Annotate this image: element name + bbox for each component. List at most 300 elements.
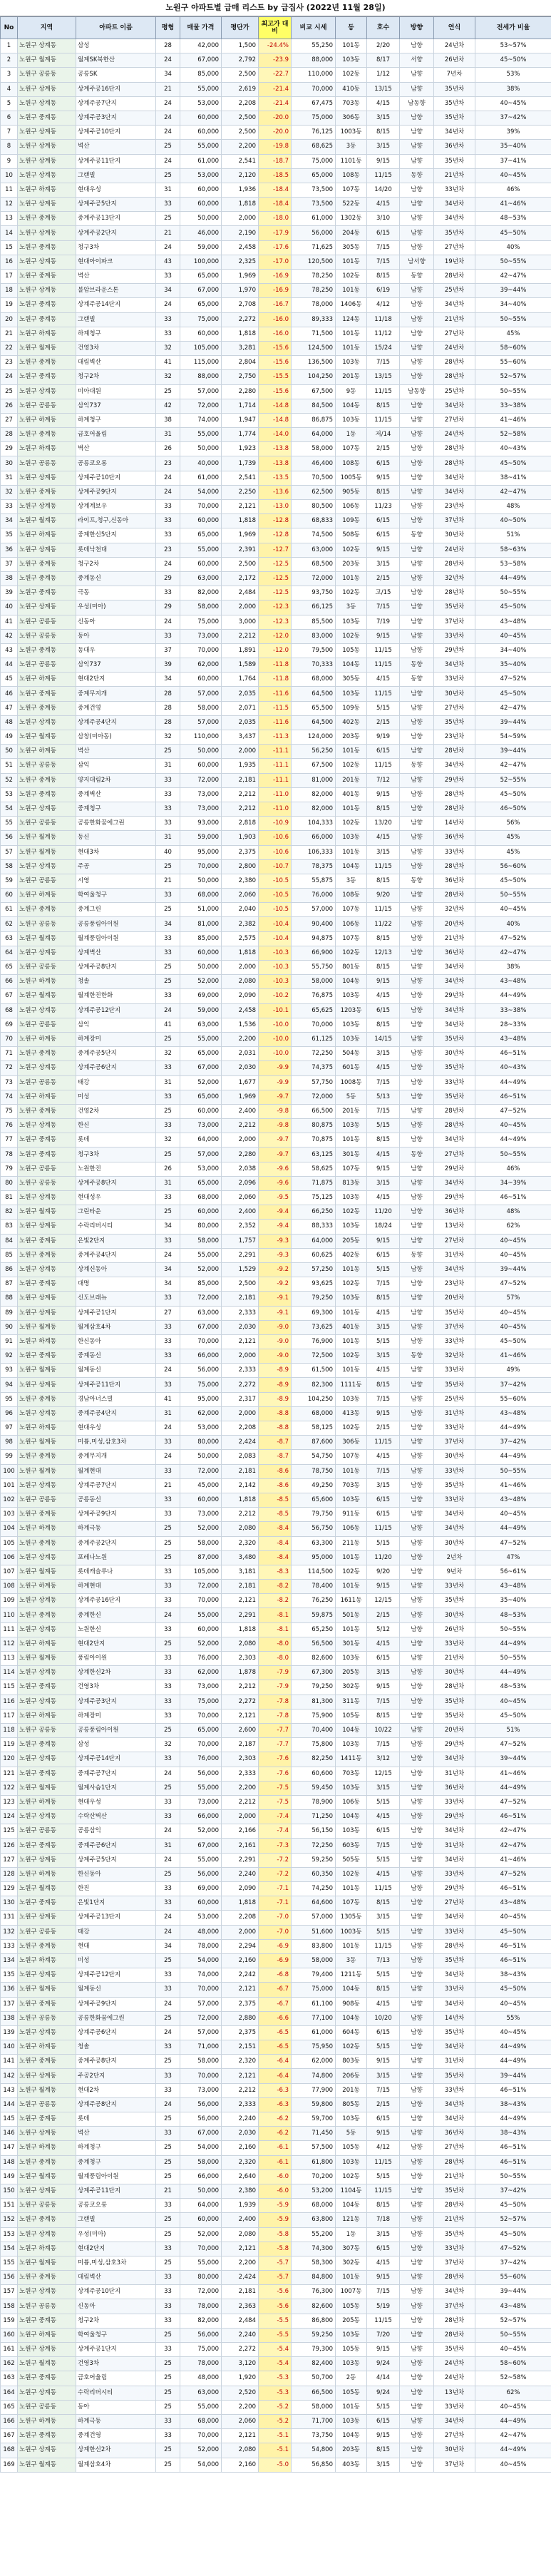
col-area-cell: 노원구 중계동 (18, 643, 76, 658)
col-apt-name-cell: 공릉풍림아이원 (76, 917, 156, 931)
col-market-cell: 66,900 (292, 946, 336, 960)
col-building-cell: 101동 (336, 845, 367, 859)
col-unit-price-cell: 2,161 (222, 1839, 259, 1853)
col-no-cell: 153 (1, 2227, 18, 2242)
col-drop-cell: -5.8 (259, 2227, 292, 2242)
col-market-cell: 69,300 (292, 1306, 336, 1320)
col-price-cell: 66,000 (180, 2169, 222, 2184)
table-row (1, 1882, 551, 1896)
col-no-cell: 159 (1, 2314, 18, 2328)
col-market-cell: 59,700 (292, 2112, 336, 2127)
col-market-cell: 63,125 (292, 1148, 336, 1162)
col-price-cell: 72,000 (180, 1580, 222, 1594)
col-building-cell: 103동 (336, 2414, 367, 2428)
col-drop-cell: -19.8 (259, 140, 292, 154)
col-area-cell: 노원구 중계동 (18, 903, 76, 917)
col-building-cell: 102동 (336, 1421, 367, 1436)
col-apt-name-cell: 상계주공6단지 (76, 1061, 156, 1075)
col-area-cell: 노원구 상계동 (18, 140, 76, 154)
col-jeonse-ratio-cell: 39~44% (475, 284, 551, 298)
col-apt-name-cell: 금호어울림 (76, 428, 156, 442)
col-pyeong-cell: 33 (156, 2069, 180, 2083)
col-no-cell: 117 (1, 1709, 18, 1723)
col-no-cell: 97 (1, 1421, 18, 1436)
table-row (1, 226, 551, 240)
col-floor-cell: 5/15 (367, 2400, 400, 2414)
table-row (1, 2458, 551, 2472)
col-area-cell: 노원구 상계동 (18, 284, 76, 298)
col-floor-cell: 11/15 (367, 2155, 400, 2169)
col-direction-cell: 남향 (400, 1709, 434, 1723)
col-jeonse-ratio-cell: 48~53% (475, 1608, 551, 1622)
col-no-cell: 84 (1, 1234, 18, 1248)
col-age-cell: 24년차 (434, 2357, 475, 2371)
col-direction-cell: 남향 (400, 2343, 434, 2357)
table-row (1, 2314, 551, 2328)
col-building-cell: 402동 (336, 715, 367, 730)
col-unit-price-cell: 2,333 (222, 1306, 259, 1320)
col-drop-cell: -7.5 (259, 1781, 292, 1795)
col-direction-cell: 남향 (400, 2169, 434, 2184)
col-apt-name-cell: 현대2단지 (76, 673, 156, 687)
col-area-cell: 노원구 중계동 (18, 586, 76, 600)
col-unit-price-cell: 2,181 (222, 773, 259, 787)
col-direction-cell: 남향 (400, 2227, 434, 2242)
col-drop-cell: -9.0 (259, 1320, 292, 1334)
col-no-cell: 5 (1, 96, 18, 111)
col-area-cell: 노원구 하계동 (18, 1637, 76, 1651)
col-drop-cell: -11.6 (259, 687, 292, 701)
col-area-cell: 노원구 하계동 (18, 2040, 76, 2055)
col-price-cell: 67,000 (180, 2127, 222, 2141)
col-pyeong-cell: 34 (156, 68, 180, 82)
col-floor-cell: 9/15 (367, 1162, 400, 1176)
col-pyeong-cell: 28 (156, 687, 180, 701)
col-floor-cell: 3/12 (367, 1752, 400, 1767)
col-unit-price-cell: 2,121 (222, 2242, 259, 2256)
col-building-cell: 305동 (336, 673, 367, 687)
col-drop-cell: -12.5 (259, 586, 292, 600)
col-building-cell: 203동 (336, 557, 367, 571)
col-drop-cell: -17.9 (259, 226, 292, 240)
col-no-cell: 62 (1, 917, 18, 931)
col-no-cell: 9 (1, 154, 18, 168)
table-row (1, 571, 551, 586)
col-age-cell: 27년차 (434, 2429, 475, 2443)
col-jeonse-ratio-cell: 40~45% (475, 2458, 551, 2472)
col-building-cell: 103동 (336, 989, 367, 1003)
col-unit-price-cell: 2,212 (222, 1795, 259, 1809)
col-market-cell: 56,150 (292, 1824, 336, 1839)
col-direction-cell: 남향 (400, 715, 434, 730)
table-row (1, 1406, 551, 1421)
col-pyeong-cell: 25 (156, 384, 180, 399)
col-area-cell: 노원구 중계동 (18, 1349, 76, 1364)
col-area-cell: 노원구 상계동 (18, 1478, 76, 1493)
col-jeonse-ratio-cell: 40~43% (475, 442, 551, 456)
col-pyeong-cell: 25 (156, 2055, 180, 2069)
col-no-cell: 43 (1, 643, 18, 658)
col-pyeong-cell: 24 (156, 1003, 180, 1018)
col-jeonse-ratio-cell: 44~49% (475, 2055, 551, 2069)
col-unit-price-cell: 2,320 (222, 2055, 259, 2069)
col-no-cell: 126 (1, 1839, 18, 1853)
table-row (1, 2400, 551, 2414)
col-apt-name-cell: 동신 (76, 831, 156, 845)
col-building-cell: 305동 (336, 240, 367, 255)
col-unit-price-cell: 1,878 (222, 1666, 259, 1680)
col-direction-cell: 남향 (400, 1594, 434, 1608)
col-price-cell: 48,000 (180, 1925, 222, 1939)
col-direction-cell: 남향 (400, 2011, 434, 2025)
col-drop-cell: -9.7 (259, 1148, 292, 1162)
col-price-cell: 55,000 (180, 1853, 222, 1867)
col-apt-name-cell: 월계동신 (76, 1983, 156, 1997)
table-row (1, 1292, 551, 1306)
col-market-cell: 94,875 (292, 931, 336, 946)
col-age-cell: 33년차 (434, 183, 475, 197)
col-direction-cell: 남향 (400, 1205, 434, 1220)
col-direction-cell: 남향 (400, 1522, 434, 1536)
col-floor-cell: 7/15 (367, 240, 400, 255)
col-jeonse-ratio-cell: 44~49% (475, 2414, 551, 2428)
table-row (1, 802, 551, 816)
col-market-cell: 65,600 (292, 1493, 336, 1507)
col-unit-price-cell: 2,000 (222, 600, 259, 615)
col-price-cell: 69,000 (180, 989, 222, 1003)
col-market-cell: 64,600 (292, 1896, 336, 1911)
col-jeonse-ratio-cell: 38~43% (475, 2127, 551, 2141)
col-apt-name-cell: 삼성 (76, 1738, 156, 1752)
col-direction-cell: 남향 (400, 2025, 434, 2040)
table-row (1, 1536, 551, 1550)
col-apt-name-cell: 현대우성 (76, 183, 156, 197)
col-direction-cell: 남향 (400, 198, 434, 212)
col-drop-cell: -12.3 (259, 600, 292, 615)
col-age-cell: 35년차 (434, 154, 475, 168)
col-apt-name-cell: 상계벽산 (76, 946, 156, 960)
col-apt-name-cell: 미성 (76, 1090, 156, 1104)
col-floor-cell: 12/15 (367, 1767, 400, 1781)
col-market-cell: 70,200 (292, 2169, 336, 2184)
table-row (1, 2443, 551, 2458)
table-row (1, 1738, 551, 1752)
col-market-cell: 73,625 (292, 1320, 336, 1334)
col-age-cell: 33년차 (434, 1364, 475, 1378)
col-drop-cell: -8.9 (259, 1378, 292, 1392)
col-price-cell: 64,000 (180, 2199, 222, 2213)
col-jeonse-ratio-cell: 44~49% (475, 1666, 551, 1680)
col-market-cell: 124,000 (292, 730, 336, 745)
col-price-cell: 75,000 (180, 312, 222, 327)
col-no-cell: 120 (1, 1752, 18, 1767)
col-apt-name-cell: 태강 (76, 1925, 156, 1939)
col-pyeong-cell: 32 (156, 370, 180, 384)
col-jeonse-ratio-cell: 41~46% (475, 1478, 551, 1493)
col-age-cell: 29년차 (434, 1162, 475, 1176)
col-direction-cell: 남향 (400, 2040, 434, 2055)
col-apt-name-cell: 삼익 (76, 759, 156, 773)
col-direction-cell: 남향 (400, 1939, 434, 1953)
col-market-cell: 64,000 (292, 428, 336, 442)
col-floor-cell: 9/15 (367, 1406, 400, 1421)
col-no-cell: 132 (1, 1925, 18, 1939)
col-no-cell: 67 (1, 989, 18, 1003)
col-no-cell: 78 (1, 1148, 18, 1162)
col-market-cell: 73,750 (292, 2429, 336, 2443)
col-apt-name-cell: 경남아너스빌 (76, 1392, 156, 1406)
col-area-cell: 노원구 월계동 (18, 1464, 76, 1478)
col-jeonse-ratio-cell: 45~50% (475, 1709, 551, 1723)
col-area-cell: 노원구 중계동 (18, 557, 76, 571)
col-floor-cell: 4/15 (367, 1867, 400, 1881)
col-no-cell: 123 (1, 1795, 18, 1809)
col-drop-cell: -10.3 (259, 961, 292, 975)
table-row (1, 2184, 551, 2198)
col-apt-name-cell: 월계사슴1단지 (76, 1781, 156, 1795)
col-area-cell: 노원구 상계동 (18, 1406, 76, 1421)
col-price-cell: 67,000 (180, 53, 222, 68)
col-apt-name-cell: 건영2차 (76, 1104, 156, 1118)
col-pyeong-cell: 24 (156, 1824, 180, 1839)
col-drop-cell: -11.8 (259, 658, 292, 673)
col-area-cell: 노원구 공릉동 (18, 1824, 76, 1839)
col-jeonse-ratio-cell: 38% (475, 82, 551, 96)
table-row (1, 1191, 551, 1205)
col-drop-cell: -8.4 (259, 1550, 292, 1565)
col-direction-cell: 남향 (400, 428, 434, 442)
col-direction-cell: 남향 (400, 1421, 434, 1436)
col-no-cell: 47 (1, 701, 18, 715)
col-pyeong-cell: 34 (156, 1262, 180, 1277)
col-pyeong-cell: 31 (156, 759, 180, 773)
table-row (1, 2155, 551, 2169)
col-pyeong-cell: 34 (156, 284, 180, 298)
col-no-cell: 42 (1, 629, 18, 643)
table-row (1, 1047, 551, 1061)
col-market-cell: 76,900 (292, 1334, 336, 1349)
col-no-cell: 26 (1, 399, 18, 413)
col-age-cell: 20년차 (434, 917, 475, 931)
col-apt-name-cell: 대림벽산 (76, 2271, 156, 2285)
col-age-cell: 2년차 (434, 1550, 475, 1565)
table-row (1, 428, 551, 442)
col-unit-price-header: 평단가 (222, 17, 259, 39)
col-drop-cell: -16.0 (259, 312, 292, 327)
col-price-cell: 85,000 (180, 1277, 222, 1292)
col-apt-name-cell: 월계SK북한산 (76, 53, 156, 68)
col-age-cell: 28년차 (434, 456, 475, 471)
col-pyeong-cell: 24 (156, 96, 180, 111)
col-apt-name-cell: 중계주공6단지 (76, 1839, 156, 1853)
col-floor-cell: 7/12 (367, 773, 400, 787)
col-floor-cell: 1/12 (367, 68, 400, 82)
col-jeonse-ratio-cell: 38~43% (475, 1968, 551, 1983)
col-direction-cell: 남향 (400, 370, 434, 384)
col-price-cell: 70,000 (180, 859, 222, 874)
col-unit-price-cell: 1,903 (222, 831, 259, 845)
col-floor-cell: 4/15 (367, 1364, 400, 1378)
col-unit-price-cell: 2,240 (222, 2112, 259, 2127)
col-drop-cell: -12.8 (259, 528, 292, 543)
col-age-cell: 34년차 (434, 1968, 475, 1983)
col-floor-cell: 6/15 (367, 1508, 400, 1522)
col-market-cell: 84,500 (292, 399, 336, 413)
col-building-cell: 505동 (336, 1853, 367, 1867)
col-area-cell: 노원구 공릉동 (18, 1723, 76, 1737)
col-area-cell: 노원구 하계동 (18, 1867, 76, 1881)
col-drop-cell: -9.0 (259, 1349, 292, 1364)
col-jeonse-ratio-cell: 47~52% (475, 931, 551, 946)
col-age-cell: 31년차 (434, 2055, 475, 2069)
col-no-cell: 83 (1, 1220, 18, 1234)
col-floor-cell: 6/15 (367, 1248, 400, 1262)
col-apt-name-cell: 상계주공11단지 (76, 1378, 156, 1392)
col-no-cell: 151 (1, 2199, 18, 2213)
col-price-cell: 63,000 (180, 571, 222, 586)
col-age-cell: 31년차 (434, 1248, 475, 1262)
col-market-cell: 56,500 (292, 1637, 336, 1651)
col-unit-price-cell: 2,181 (222, 1580, 259, 1594)
col-pyeong-cell: 33 (156, 586, 180, 600)
col-pyeong-cell: 33 (156, 1378, 180, 1392)
col-floor-cell: 11/15 (367, 643, 400, 658)
col-apt-name-cell: 동아 (76, 629, 156, 643)
col-floor-cell: 5/15 (367, 1334, 400, 1349)
col-unit-price-cell: 2,208 (222, 1421, 259, 1436)
col-floor-cell: 11/15 (367, 413, 400, 427)
col-price-cell: 75,000 (180, 1378, 222, 1392)
col-unit-price-cell: 2,575 (222, 931, 259, 946)
col-building-cell: 107동 (336, 931, 367, 946)
col-pyeong-cell: 33 (156, 1061, 180, 1075)
col-building-cell: 108동 (336, 456, 367, 471)
col-jeonse-ratio-cell: 38% (475, 961, 551, 975)
col-jeonse-ratio-cell: 46~51% (475, 1191, 551, 1205)
col-pyeong-cell: 32 (156, 1047, 180, 1061)
col-jeonse-ratio-cell: 47~52% (475, 673, 551, 687)
col-direction-cell: 남향 (400, 2443, 434, 2458)
col-pyeong-cell: 37 (156, 643, 180, 658)
col-apt-name-cell: 상계주공12단지 (76, 1003, 156, 1018)
col-building-cell: 703동 (336, 1478, 367, 1493)
col-drop-cell: -8.6 (259, 1464, 292, 1478)
col-drop-cell: -8.9 (259, 1364, 292, 1378)
col-direction-cell: 남향 (400, 1983, 434, 1997)
col-age-cell: 13년차 (434, 1220, 475, 1234)
col-building-cell: 101동 (336, 1364, 367, 1378)
col-apt-name-cell: 포레나노원 (76, 1550, 156, 1565)
col-jeonse-ratio-cell: 42~47% (475, 759, 551, 773)
col-building-cell: 102동 (336, 586, 367, 600)
col-apt-name-cell: 우성(미아) (76, 2227, 156, 2242)
table-row (1, 2386, 551, 2400)
col-unit-price-cell: 2,458 (222, 240, 259, 255)
col-age-cell: 33년차 (434, 2083, 475, 2097)
col-apt-name-cell: 상계주공3단지 (76, 1695, 156, 1709)
col-drop-cell: -16.9 (259, 284, 292, 298)
col-pyeong-cell: 25 (156, 1536, 180, 1550)
col-age-cell: 30년차 (434, 1608, 475, 1622)
col-price-cell: 52,000 (180, 2443, 222, 2458)
col-no-cell: 130 (1, 1896, 18, 1911)
col-direction-cell: 남향 (400, 1493, 434, 1507)
col-direction-cell: 남향 (400, 2199, 434, 2213)
col-pyeong-cell: 25 (156, 1953, 180, 1968)
col-area-cell: 노원구 상계동 (18, 168, 76, 183)
col-floor-cell: 4/15 (367, 198, 400, 212)
col-market-cell: 71,625 (292, 240, 336, 255)
col-jeonse-ratio-cell: 34~39% (475, 1176, 551, 1190)
col-area-cell: 노원구 중계동 (18, 212, 76, 226)
col-area-cell: 노원구 하계동 (18, 1709, 76, 1723)
col-apt-name-cell: 시영 (76, 874, 156, 888)
col-floor-cell: 13/15 (367, 82, 400, 96)
col-apt-name-cell: 상계주공1단지 (76, 1306, 156, 1320)
col-age-cell: 34년차 (434, 1176, 475, 1190)
col-apt-name-cell: 그랜빌 (76, 312, 156, 327)
col-apt-name-cell: 우성(미아) (76, 600, 156, 615)
col-jeonse-ratio-cell: 37~42% (475, 2184, 551, 2198)
col-price-cell: 65,000 (180, 298, 222, 312)
col-building-cell: 105동 (336, 2386, 367, 2400)
col-jeonse-ratio-cell: 50~55% (475, 1652, 551, 1666)
col-apt-name-cell: 하계현대 (76, 1580, 156, 1594)
col-apt-name-cell: 현대우성 (76, 1795, 156, 1809)
col-jeonse-ratio-cell: 49% (475, 1364, 551, 1378)
col-direction-cell: 남향 (400, 1896, 434, 1911)
col-drop-cell: -9.0 (259, 1334, 292, 1349)
table-row (1, 1003, 551, 1018)
table-row (1, 485, 551, 499)
col-floor-cell: 11/15 (367, 1882, 400, 1896)
col-apt-name-cell: 현대성우 (76, 1191, 156, 1205)
col-market-cell: 65,000 (292, 168, 336, 183)
col-pyeong-cell: 33 (156, 528, 180, 543)
col-direction-cell: 남향 (400, 586, 434, 600)
col-pyeong-cell: 33 (156, 802, 180, 816)
col-age-cell: 35년차 (434, 1378, 475, 1392)
col-drop-cell: -10.3 (259, 946, 292, 960)
col-price-cell: 52,000 (180, 1637, 222, 1651)
table-row (1, 2343, 551, 2357)
col-no-cell: 99 (1, 1450, 18, 1464)
col-floor-cell: 5/15 (367, 1119, 400, 1133)
col-jeonse-ratio-cell: 52~57% (475, 2314, 551, 2328)
col-age-cell: 30년차 (434, 687, 475, 701)
col-price-cell: 52,000 (180, 975, 222, 989)
col-market-cell: 104,250 (292, 1392, 336, 1406)
col-pyeong-cell: 33 (156, 1752, 180, 1767)
col-unit-price-cell: 2,000 (222, 1349, 259, 1364)
table-row (1, 1997, 551, 2011)
table-row (1, 96, 551, 111)
col-no-cell: 11 (1, 183, 18, 197)
col-building-cell: 104동 (336, 399, 367, 413)
col-area-cell: 노원구 중계동 (18, 370, 76, 384)
col-age-cell: 34년차 (434, 2112, 475, 2127)
col-area-cell: 노원구 월계동 (18, 1436, 76, 1450)
col-drop-cell: -20.0 (259, 126, 292, 140)
col-age-cell: 37년차 (434, 514, 475, 528)
table-row (1, 1234, 551, 1248)
col-pyeong-cell: 24 (156, 154, 180, 168)
col-area-cell: 노원구 중계동 (18, 2155, 76, 2169)
col-floor-cell: 6/15 (367, 1824, 400, 1839)
col-market-cell: 66,500 (292, 1104, 336, 1118)
col-direction-cell: 동향 (400, 658, 434, 673)
col-floor-cell: 3/15 (367, 1176, 400, 1190)
